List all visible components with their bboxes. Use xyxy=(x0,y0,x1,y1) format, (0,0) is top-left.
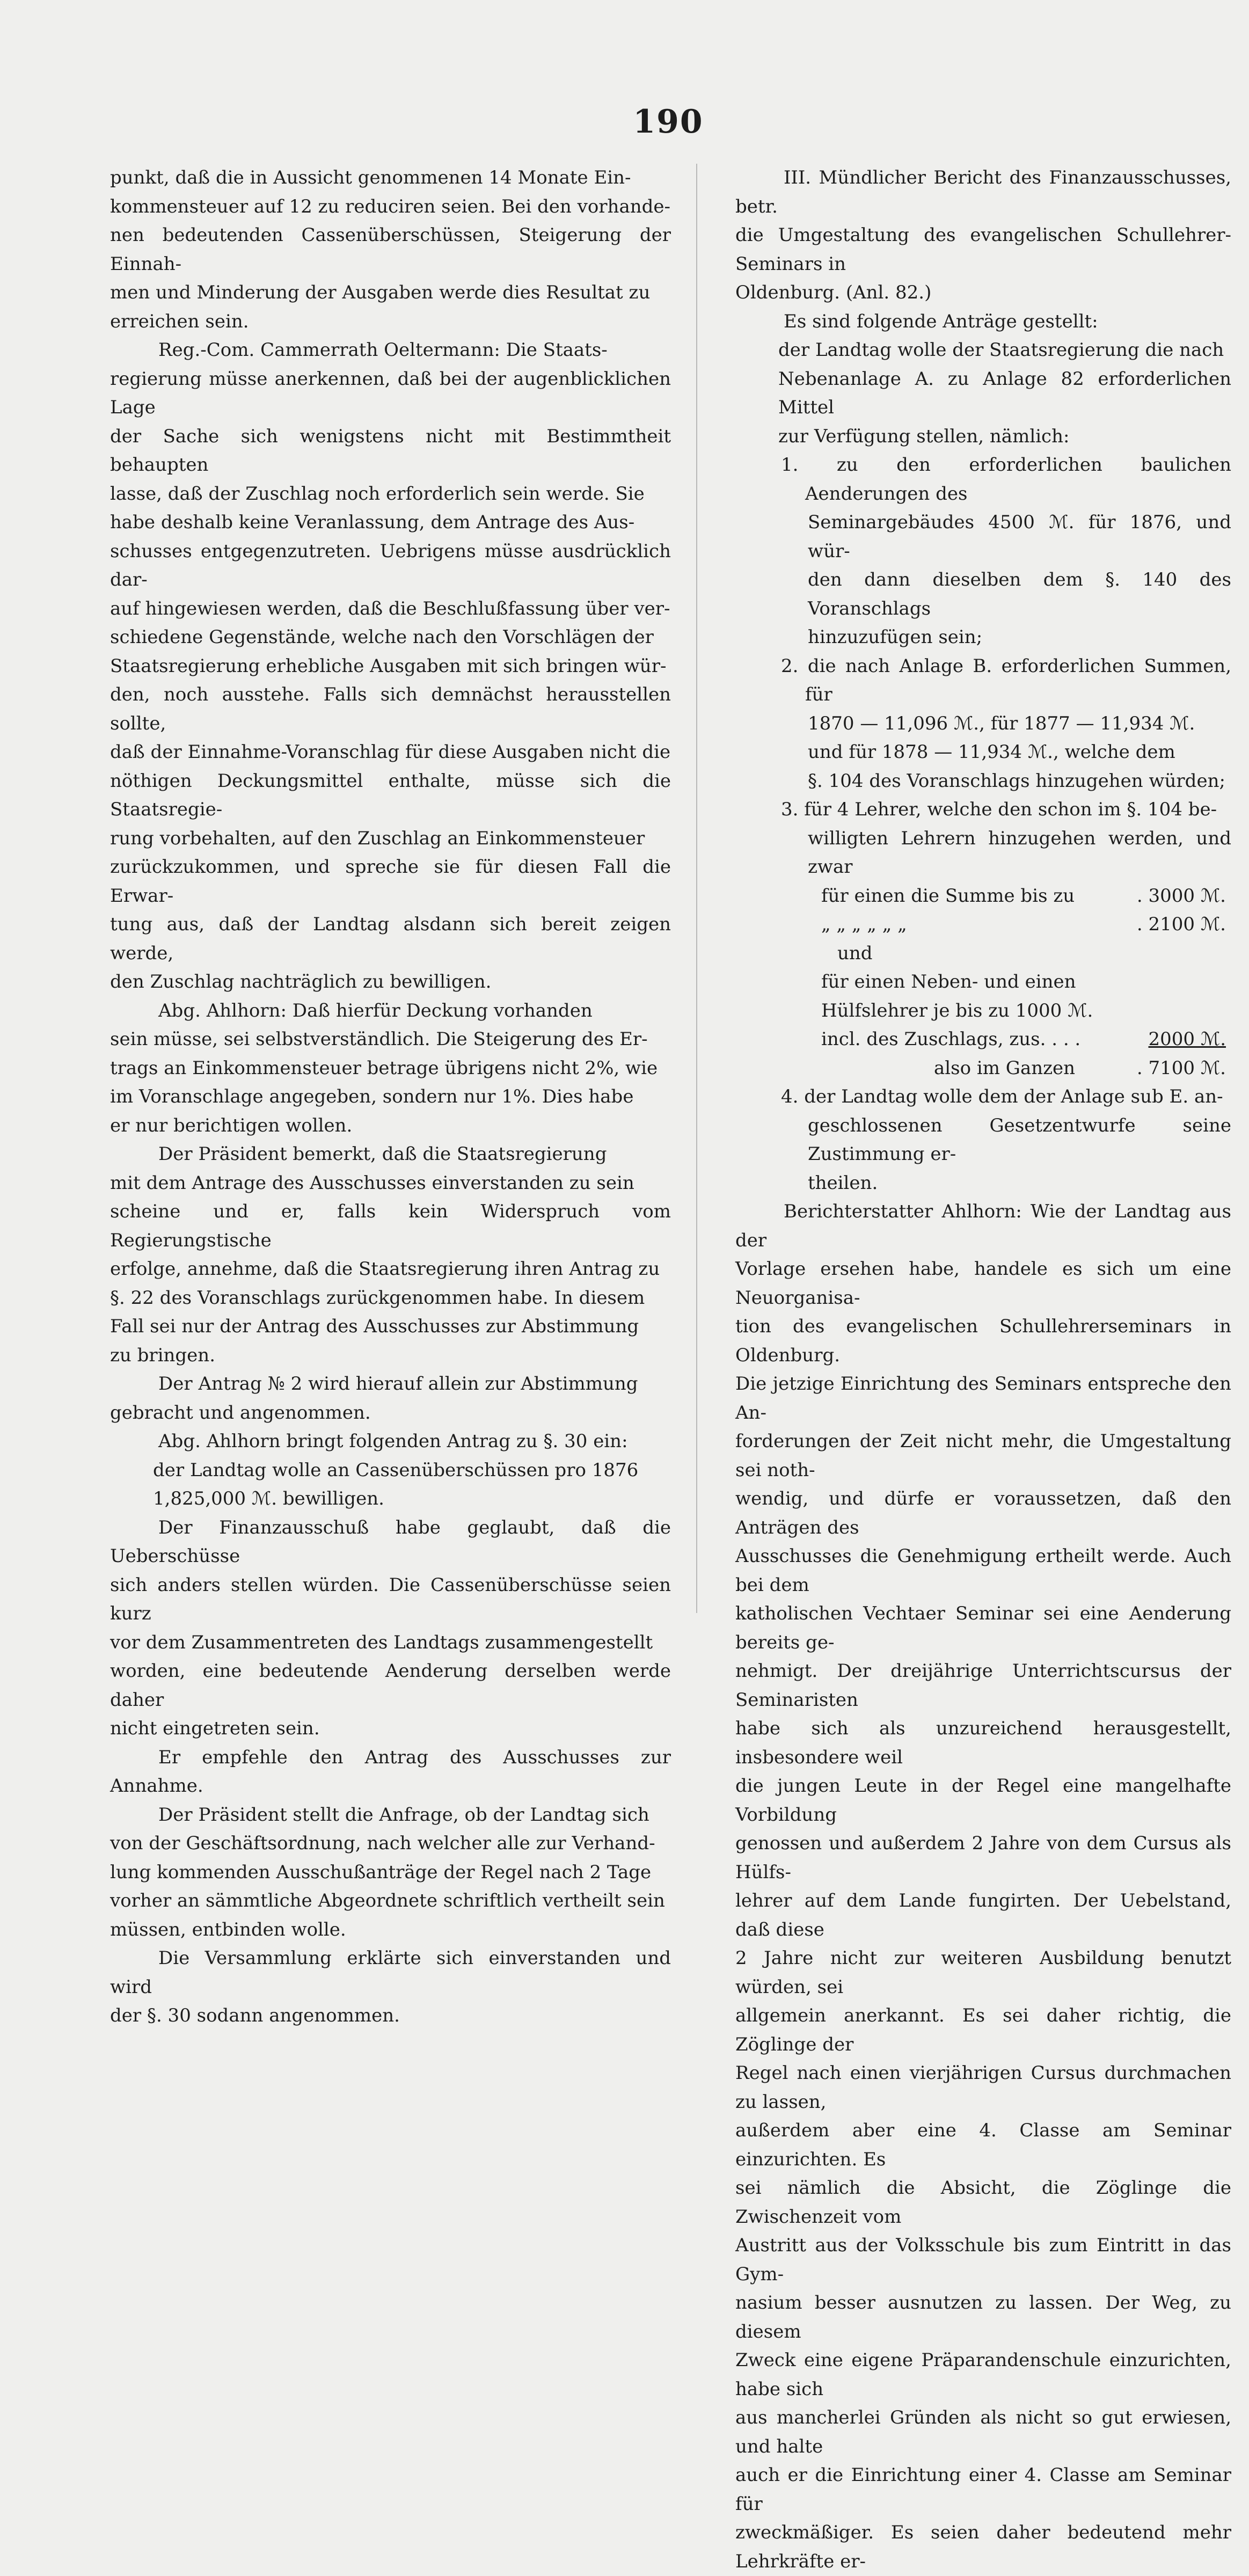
list-item: 1. zu den erforderlichen baulichen Aenderungen des xyxy=(781,454,1231,505)
text-line: Hülfslehrer je bis zu 1000 ℳ. xyxy=(821,999,1093,1021)
text-line: Reg.-Com. Cammerrath Oeltermann: Die Staats- xyxy=(158,339,608,361)
text-line: lehrer auf dem Lande fungirten. Der Uebelstand, daß diese xyxy=(735,1890,1231,1940)
text-line: §. 22 des Voranschlags zurückgenommen habe. In diesem xyxy=(110,1287,645,1309)
text-line: gebracht und angenommen. xyxy=(110,1402,371,1424)
text-line: den, noch ausstehe. Falls sich demnächst herausstellen sollte, xyxy=(110,684,671,734)
total-amount: . 7100 ℳ. xyxy=(1136,1057,1226,1079)
text-line: Der Finanzausschuß habe geglaubt, daß die Ueberschüsse xyxy=(110,1516,671,1567)
section-heading: III. Mündlicher Bericht des Finanzausschusses, betr. xyxy=(735,167,1231,217)
text-line: Regel nach einen vierjährigen Cursus durchmachen zu lassen, xyxy=(735,2062,1231,2113)
text-line: nicht eingetreten sein. xyxy=(110,1718,320,1739)
text-line: der §. 30 sodann angenommen. xyxy=(110,2005,400,2026)
text-line: von der Geschäftsordnung, nach welcher alle zur Verhand- xyxy=(110,1833,655,1854)
money-row xyxy=(735,910,1231,939)
text-line: 2 Jahre nicht zur weiteren Ausbildung benutzt würden, sei xyxy=(735,1947,1231,1998)
text-line: willigten Lehrern hinzugehen werden, und zwar xyxy=(808,827,1231,878)
text-line: und xyxy=(837,942,873,964)
money-row xyxy=(735,882,1231,911)
text-line: erreichen sein. xyxy=(110,310,249,332)
text-line: sein müsse, sei selbstverständlich. Die Steigerung des Er- xyxy=(110,1028,648,1050)
text-line: nehmigt. Der dreijährige Unterrichtscursus der Seminaristen xyxy=(735,1660,1231,1711)
text-line: zurückzukommen, und spreche sie für diesen Fall die Erwar- xyxy=(110,856,671,907)
text-line: er nur berichtigen wollen. xyxy=(110,1114,353,1136)
text-line: aus mancherlei Gründen als nicht so gut erwiesen, und halte xyxy=(735,2407,1231,2457)
text-line: den dann dieselben dem §. 140 des Voranschlags xyxy=(808,569,1231,619)
text-line: kommensteuer auf 12 zu reduciren seien. Bei den vorhande- xyxy=(110,195,670,217)
right-column xyxy=(735,164,1231,2576)
text-line: Er empfehle den Antrag des Ausschusses zur Annahme. xyxy=(110,1746,671,1797)
money-amount: . 3000 ℳ. xyxy=(1136,885,1226,907)
left-column xyxy=(110,164,671,2031)
text-line: den Zuschlag nachträglich zu bewilligen. xyxy=(110,971,492,993)
text-line: sich anders stellen würden. Die Cassenüberschüsse seien kurz xyxy=(110,1574,671,1624)
text-line: 1870 — 11,096 ℳ., für 1877 — 11,934 ℳ. xyxy=(808,712,1195,734)
text-line: Der Präsident bemerkt, daß die Staatsregierung xyxy=(158,1143,607,1165)
text-line: worden, eine bedeutende Aenderung derselben werde daher xyxy=(110,1660,671,1711)
text-line: Abg. Ahlhorn: Daß hierfür Deckung vorhanden xyxy=(158,999,593,1021)
text-line: nen bedeutenden Cassenüberschüssen, Steigerung der Einnah- xyxy=(110,224,671,275)
money-amount: 2000 ℳ. xyxy=(1148,1028,1226,1050)
text-line: Fall sei nur der Antrag des Ausschusses zur Abstimmung xyxy=(110,1316,639,1337)
text-line: hinzuzufügen sein; xyxy=(808,626,983,648)
text-line: wendig, und dürfe er voraussetzen, daß den Anträgen des xyxy=(735,1488,1231,1538)
text-line: forderungen der Zeit nicht mehr, die Umgestaltung sei noth- xyxy=(735,1431,1231,1481)
text-line: mit dem Antrage des Ausschusses einverstanden zu sein xyxy=(110,1172,634,1194)
text-line: vorher an sämmtliche Abgeordnete schriftlich vertheilt sein xyxy=(110,1890,665,1911)
text-line: auf hingewiesen werden, daß die Beschlußfassung über ver- xyxy=(110,597,670,619)
text-line: Ausschusses die Genehmigung ertheilt werde. Auch bei dem xyxy=(735,1545,1231,1596)
list-item: 4. der Landtag wolle dem der Anlage sub E. an- xyxy=(781,1086,1223,1107)
total-label: also im Ganzen xyxy=(934,1057,1076,1079)
text-line: der Landtag wolle der Staatsregierung die nach xyxy=(778,339,1224,361)
text-line: punkt, daß die in Aussicht genommenen 14 Monate Ein- xyxy=(110,167,631,188)
text-line: der Sache sich wenigstens nicht mit Bestimmtheit behaupten xyxy=(110,425,671,476)
text-line: genossen und außerdem 2 Jahre von dem Cursus als Hülfs- xyxy=(735,1833,1231,1883)
text-line: der Landtag wolle an Cassenüberschüssen pro 1876 xyxy=(153,1459,639,1481)
text-line: habe deshalb keine Veranlassung, dem Antrage des Aus- xyxy=(110,512,635,533)
text-line: im Voranschlage angegeben, sondern nur 1%. Dies habe xyxy=(110,1086,634,1107)
text-line: Die Versammlung erklärte sich einverstanden und wird xyxy=(110,1947,671,1998)
money-label: incl. des Zuschlags, zus. . . . xyxy=(821,1028,1081,1050)
text-line: Oldenburg. (Anl. 82.) xyxy=(735,282,932,303)
text-line: allgemein anerkannt. Es sei daher richtig, die Zöglinge der xyxy=(735,2005,1231,2055)
text-line: trags an Einkommensteuer betrage übrigens nicht 2%, wie xyxy=(110,1057,658,1079)
text-line: geschlossenen Gesetzentwurfe seine Zustimmung er- xyxy=(808,1114,1231,1165)
text-line: Die jetzige Einrichtung des Seminars entspreche den An- xyxy=(735,1373,1231,1424)
text-line: zur Verfügung stellen, nämlich: xyxy=(778,425,1070,447)
total-row xyxy=(735,1054,1231,1083)
text-line: schiedene Gegenstände, welche nach den Vorschlägen der xyxy=(110,626,654,648)
text-line: scheine und er, falls kein Widerspruch vom Regierungstische xyxy=(110,1201,671,1251)
money-label: für einen die Summe bis zu xyxy=(821,885,1075,907)
column-divider xyxy=(696,164,697,1613)
text-line: zweckmäßiger. Es seien daher bedeutend mehr Lehrkräfte er- xyxy=(735,2522,1231,2572)
text-line: zu bringen. xyxy=(110,1344,215,1366)
text-line: theilen. xyxy=(808,1172,878,1194)
page-number: 190 xyxy=(633,103,704,141)
text-line: tion des evangelischen Schullehrerseminars in Oldenburg. xyxy=(735,1316,1231,1366)
text-line: nasium besser ausnutzen zu lassen. Der Weg, zu diesem xyxy=(735,2292,1231,2343)
text-line: katholischen Vechtaer Seminar sei eine Aenderung bereits ge- xyxy=(735,1603,1231,1653)
text-line: habe sich als unzureichend herausgestellt, insbesondere weil xyxy=(735,1718,1231,1768)
text-line: Der Präsident stellt die Anfrage, ob der Landtag sich xyxy=(158,1804,649,1826)
text-line: sei nämlich die Absicht, die Zöglinge die Zwischenzeit vom xyxy=(735,2177,1231,2228)
text-line: Nebenanlage A. zu Anlage 82 erforderlichen Mittel xyxy=(778,368,1231,418)
text-line: Austritt aus der Volksschule bis zum Eintritt in das Gym- xyxy=(735,2235,1231,2285)
list-item: 2. die nach Anlage B. erforderlichen Summen, für xyxy=(781,655,1231,705)
text-line: Berichterstatter Ahlhorn: Wie der Landtag aus der xyxy=(735,1201,1231,1251)
text-line: die jungen Leute in der Regel eine mangelhafte Vorbildung xyxy=(735,1775,1231,1826)
text-line: Vorlage ersehen habe, handele es sich um eine Neuorganisa- xyxy=(735,1258,1231,1309)
text-line: 1,825,000 ℳ. bewilligen. xyxy=(153,1488,384,1509)
text-line: Zweck eine eigene Präparandenschule einzurichten, habe sich xyxy=(735,2349,1231,2400)
money-amount: . 2100 ℳ. xyxy=(1136,914,1226,935)
text-line: daß der Einnahme-Voranschlag für diese Ausgaben nicht die xyxy=(110,741,671,763)
text-line: die Umgestaltung des evangelischen Schullehrer-Seminars in xyxy=(735,224,1231,275)
text-line: rung vorbehalten, auf den Zuschlag an Einkommensteuer xyxy=(110,827,645,849)
text-line: außerdem aber eine 4. Classe am Seminar einzurichten. Es xyxy=(735,2120,1231,2170)
text-line: regierung müsse anerkennen, daß bei der augenblicklichen Lage xyxy=(110,368,671,418)
text-line: lasse, daß der Zuschlag noch erforderlich sein werde. Sie xyxy=(110,483,645,505)
text-line: schusses entgegenzutreten. Uebrigens müsse ausdrücklich dar- xyxy=(110,540,671,590)
text-line: Seminargebäudes 4500 ℳ. für 1876, und wür- xyxy=(808,512,1231,562)
text-line: nöthigen Deckungsmittel enthalte, müsse sich die Staatsregie- xyxy=(110,770,671,820)
money-label: „ „ „ „ „ „ xyxy=(821,914,907,935)
text-line: vor dem Zusammentreten des Landtags zusammengestellt xyxy=(110,1631,653,1653)
text-line: auch er die Einrichtung einer 4. Classe am Seminar für xyxy=(735,2464,1231,2515)
text-line: lung kommenden Ausschußanträge der Regel nach 2 Tage xyxy=(110,1861,652,1883)
text-line: Staatsregierung erhebliche Ausgaben mit sich bringen wür- xyxy=(110,655,667,677)
text-line: für einen Neben- und einen xyxy=(821,971,1076,993)
text-line: erfolge, annehme, daß die Staatsregierung ihren Antrag zu xyxy=(110,1258,660,1280)
text-line: tung aus, daß der Landtag alsdann sich bereit zeigen werde, xyxy=(110,914,671,964)
text-line: müssen, entbinden wolle. xyxy=(110,1918,346,1940)
text-line: Der Antrag № 2 wird hierauf allein zur Abstimmung xyxy=(158,1373,638,1395)
text-line: Es sind folgende Anträge gestellt: xyxy=(784,310,1098,332)
text-line: und für 1878 — 11,934 ℳ., welche dem xyxy=(808,741,1175,763)
list-item: 3. für 4 Lehrer, welche den schon im §. 104 be- xyxy=(781,799,1217,820)
money-row xyxy=(735,1025,1231,1054)
text-line: men und Minderung der Ausgaben werde dies Resultat zu xyxy=(110,282,651,303)
text-line: Abg. Ahlhorn bringt folgenden Antrag zu §. 30 ein: xyxy=(158,1431,628,1452)
text-line: §. 104 des Voranschlags hinzugehen würden; xyxy=(808,770,1225,792)
